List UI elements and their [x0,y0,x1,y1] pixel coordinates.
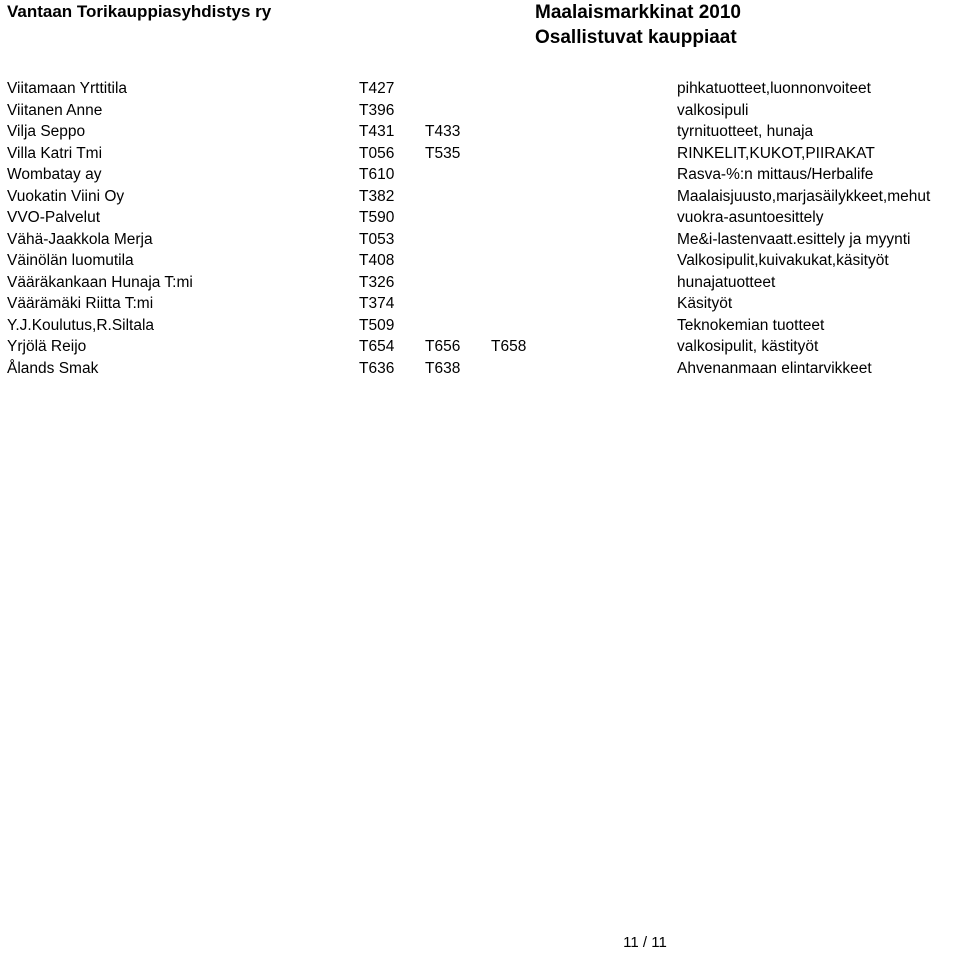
stall-number: T509 [359,316,395,334]
stall-number: T658 [491,338,527,355]
table-row [0,207,960,229]
vendor-name: Viitanen Anne [7,101,103,119]
stall-number: T382 [359,187,395,205]
vendor-name: Vilja Seppo [7,123,86,140]
table-row [0,100,960,122]
vendor-name: VVO-Palvelut [7,209,101,226]
vendor-products: tyrnituotteet, hunaja [677,123,814,140]
vendor-name: Villa Katri Tmi [7,144,103,162]
vendor-products: Rasva-%:n mittaus/Herbalife [677,166,874,183]
vendor-list [0,78,960,379]
vendor-name: Väinölän luomutila [7,252,134,269]
table-row [0,143,960,165]
table-row [0,186,960,208]
vendor-name: Väärämäki Riitta T:mi [7,295,154,312]
stall-number: T638 [425,359,461,377]
table-row [0,358,960,380]
stall-number: T610 [359,166,395,183]
stall-number: T654 [359,338,395,355]
vendor-name: Y.J.Koulutus,R.Siltala [7,316,155,334]
event-title: Maalaismarkkinat 2010 [535,2,741,23]
vendor-name: Viitamaan Yrttitila [7,80,128,97]
stall-number: T433 [425,123,461,140]
vendor-name: Ålands Smak [7,359,99,377]
vendor-products: Teknokemian tuotteet [677,316,825,334]
vendor-name: Vähä-Jaakkola Merja [7,230,153,248]
vendor-name: Vääräkankaan Hunaja T:mi [7,273,193,291]
vendor-products: valkosipuli [677,101,749,119]
table-row [0,78,960,100]
stall-number: T374 [359,295,395,312]
vendor-products: RINKELIT,KUKOT,PIIRAKAT [677,144,875,162]
vendor-products: Käsityöt [677,295,733,312]
vendor-name: Wombatay ay [7,166,102,183]
stall-number: T053 [359,230,395,248]
stall-number: T590 [359,209,395,226]
vendor-name: Yrjölä Reijo [7,338,87,355]
table-row [0,272,960,294]
vendor-name: Vuokatin Viini Oy [7,187,125,205]
stall-number: T535 [425,144,461,162]
table-row [0,229,960,251]
stall-number: T636 [359,359,395,377]
vendor-products: hunajatuotteet [677,273,776,291]
stall-number: T431 [359,123,395,140]
table-row [0,164,960,186]
vendor-products: Maalaisjuusto,marjasäilykkeet,mehut [677,187,931,205]
stall-number: T427 [359,80,395,97]
table-row [0,315,960,337]
stall-number: T408 [359,252,395,269]
stall-number: T326 [359,273,395,291]
table-row [0,293,960,315]
table-row [0,121,960,143]
vendor-products: Me&i-lastenvaatt.esittely ja myynti [677,230,911,248]
organization-name: Vantaan Torikauppiasyhdistys ry [7,2,272,21]
table-row [0,336,960,358]
event-subtitle: Osallistuvat kauppiaat [535,27,737,48]
vendor-products: Ahvenanmaan elintarvikkeet [677,359,872,377]
vendor-products: Valkosipulit,kuivakukat,käsityöt [677,252,889,269]
stall-number: T056 [359,144,395,162]
stall-number: T396 [359,101,395,119]
table-row [0,250,960,272]
vendor-products: valkosipulit, kästityöt [677,338,819,355]
page-number: 11 / 11 [623,934,667,951]
vendor-products: pihkatuotteet,luonnonvoiteet [677,80,871,97]
vendor-products: vuokra-asuntoesittely [677,209,824,226]
stall-number: T656 [425,338,461,355]
